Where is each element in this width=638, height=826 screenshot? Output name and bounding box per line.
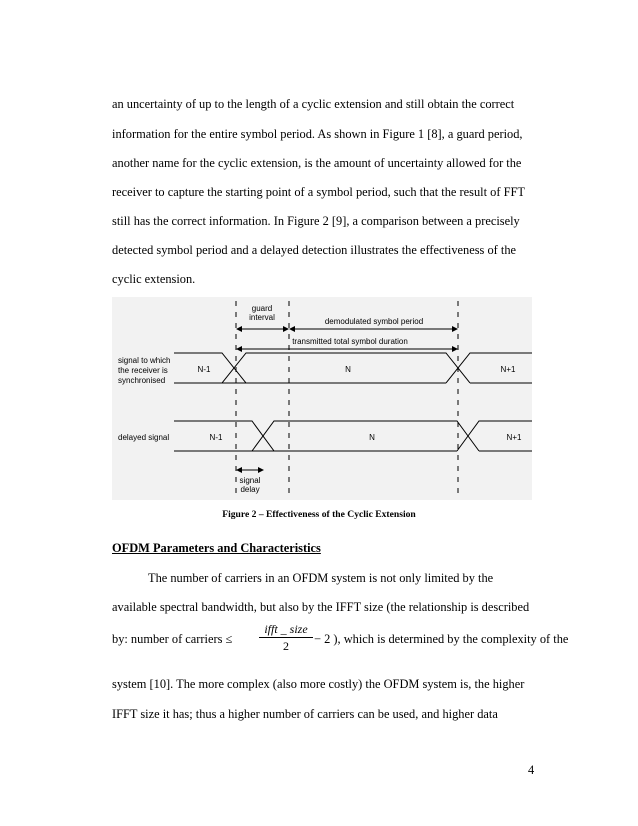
row1-symbol-current: N: [345, 365, 351, 374]
fraction-numerator: ifft _ size: [264, 622, 308, 636]
text-line: IFFT size it has; thus a higher number of carriers can be used, and higher data: [112, 707, 498, 721]
figure-background: [112, 297, 532, 500]
row1-symbol-next: N+1: [500, 365, 516, 374]
signal-delay-label-1: signal: [239, 476, 261, 485]
formula-suffix: − 2 ), which is determined by the complexity of the: [314, 632, 569, 646]
demodulated-label: demodulated symbol period: [324, 317, 424, 326]
signal-delay-label-2: delay: [240, 485, 260, 494]
timing-diagram: [112, 297, 532, 500]
text-line: cyclic extension.: [112, 272, 196, 286]
formula-prefix: by: number of carriers ≤: [112, 632, 233, 646]
fraction-bar: [259, 637, 313, 638]
row2-symbol-next: N+1: [506, 433, 522, 442]
text-line: still has the correct information. In Figure 2 [9], a comparison between a precisely: [112, 214, 520, 228]
fraction-denominator: 2: [283, 639, 289, 653]
text-line: system [10]. The more complex (also more costly) the OFDM system is, the higher: [112, 677, 525, 691]
page-number: 4: [528, 763, 535, 777]
carriers-formula: [112, 622, 569, 662]
fraction: [259, 622, 313, 653]
guard-interval-label-1: guard: [251, 304, 273, 313]
row2-symbol-current: N: [369, 433, 375, 442]
row1-label-3: synchronised: [118, 376, 166, 385]
row1-symbol-prev: N-1: [197, 365, 211, 374]
row1-label-2: the receiver is: [118, 366, 168, 375]
text-line: The number of carriers in an OFDM system is not only limited by the: [148, 571, 494, 585]
section-heading: OFDM Parameters and Characteristics: [112, 541, 321, 555]
row2-label: delayed signal: [118, 433, 170, 442]
cyclic-extension-figure: [112, 297, 532, 500]
figure-caption: Figure 2 – Effectiveness of the Cyclic Extension: [222, 509, 416, 520]
guard-interval-label-2: interval: [249, 313, 275, 322]
text-line: information for the entire symbol period. As shown in Figure 1 [8], a guard period,: [112, 127, 523, 141]
text-line: receiver to capture the starting point of a symbol period, such that the result of FFT: [112, 185, 525, 199]
text-line: available spectral bandwidth, but also by the IFFT size (the relationship is described: [112, 600, 530, 614]
text-line: another name for the cyclic extension, is the amount of uncertainty allowed for the: [112, 156, 522, 170]
text-line: an uncertainty of up to the length of a cyclic extension and still obtain the correct: [112, 97, 515, 111]
text-line: detected symbol period and a delayed detection illustrates the effectiveness of the: [112, 243, 517, 257]
row1-label-1: signal to which: [118, 356, 171, 365]
row2-symbol-prev: N-1: [209, 433, 223, 442]
transmitted-label: transmitted total symbol duration: [292, 337, 408, 346]
